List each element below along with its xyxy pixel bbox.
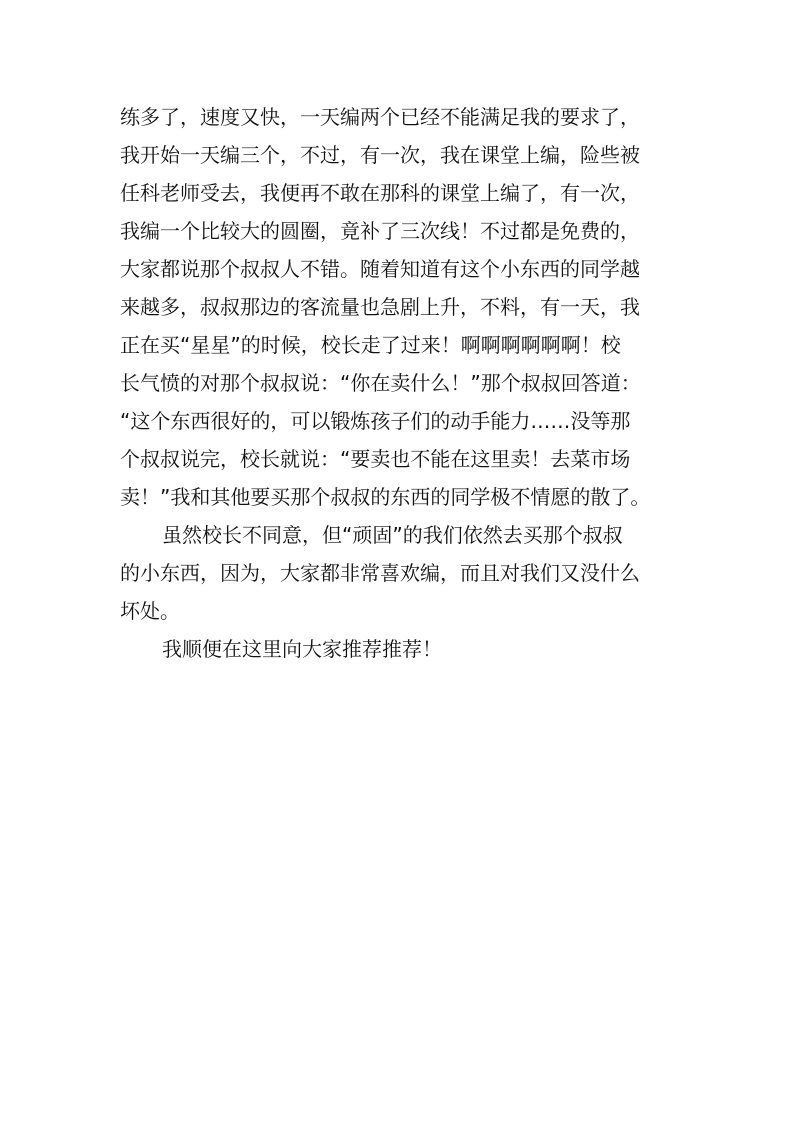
- text-line: 个叔叔说完，校长就说：“要卖也不能在这里卖！去菜市场: [120, 447, 631, 471]
- essay-body: [120, 98, 700, 668]
- text-line: 大家都说那个叔叔人不错。随着知道有这个小东西的同学越: [120, 257, 640, 281]
- paragraph-start-line: 虽然校长不同意，但“顽固”的我们依然去买那个叔叔: [162, 523, 623, 547]
- text-line: 练多了，速度又快，一天编两个已经不能满足我的要求了，: [120, 105, 640, 129]
- text-line: 坏处。: [120, 599, 180, 623]
- text-line: “这个东西很好的，可以锻炼孩子们的动手能力……没等那: [120, 409, 631, 433]
- text-line: 卖！”我和其他要买那个叔叔的东西的同学极不情愿的散了。: [120, 485, 651, 509]
- text-line: 我编一个比较大的圆圈，竟补了三次线！不过都是免费的，: [120, 219, 640, 243]
- text-line: 正在买“星星”的时候，校长走了过来！啊啊啊啊啊啊！校: [120, 333, 621, 357]
- text-line: 任科老师受去，我便再不敢在那科的课堂上编了，有一次，: [120, 181, 640, 205]
- paragraph-start-line: 我顺便在这里向大家推荐推荐！: [162, 637, 442, 661]
- text-line: 我开始一天编三个，不过，有一次，我在课堂上编，险些被: [120, 143, 640, 167]
- text-line: 来越多，叔叔那边的客流量也急剧上升，不料，有一天，我: [120, 295, 640, 319]
- text-line: 长气愤的对那个叔叔说：“你在卖什么！”那个叔叔回答道：: [120, 371, 641, 395]
- text-line: 的小东西，因为，大家都非常喜欢编，而且对我们又没什么: [120, 561, 640, 585]
